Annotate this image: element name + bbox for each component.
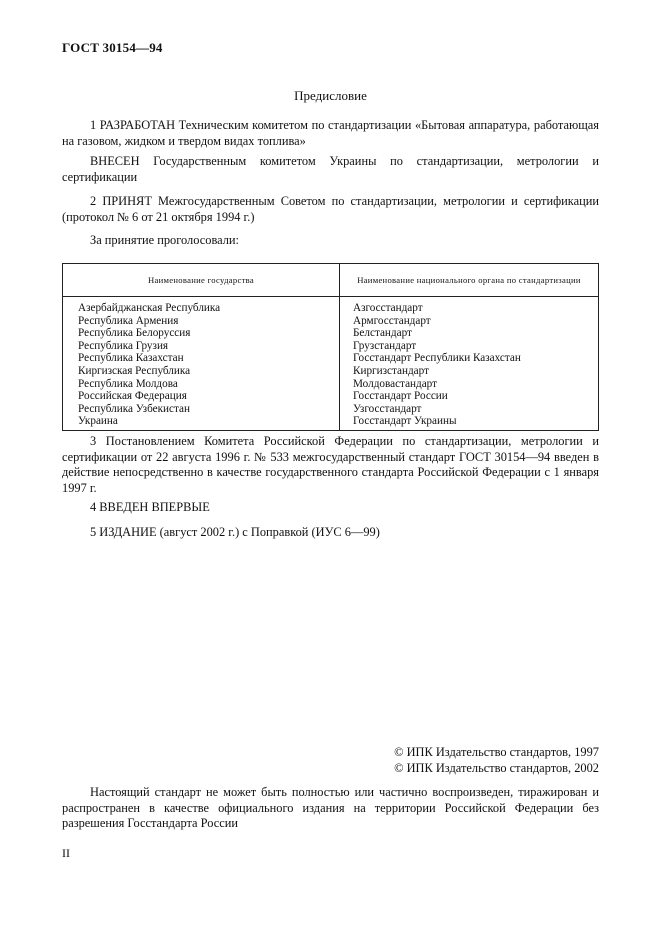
national-body-name: Узгосстандарт xyxy=(353,402,422,415)
table-header-row xyxy=(63,264,599,297)
foreword-paragraph-enactment xyxy=(62,434,599,496)
document-code: ГОСТ 30154—94 xyxy=(62,40,163,55)
paragraph-text: 2 ПРИНЯТ Межгосударственным Советом по стандартизации, метрологии и сертификации (протокол № 6 от 21 октября 1994 г.) xyxy=(62,194,599,224)
state-name: Киргизская Республика xyxy=(78,364,191,377)
reproduction-notice xyxy=(62,785,599,832)
paragraph-text: За принятие проголосовали: xyxy=(90,233,239,247)
national-body-name: Госстандарт Украины xyxy=(353,415,457,428)
paragraph-text: Настоящий стандарт не может быть полностью или частично воспроизведен, тиражирован и распространен в качестве официального издания на территории Российской Федерации без разрешения Госстандарта России xyxy=(62,785,599,830)
national-body-name: Азгосстандарт xyxy=(353,302,423,314)
foreword-title: Предисловие xyxy=(294,88,367,103)
copyright-line: © ИПК Издательство стандартов, 1997 xyxy=(394,745,599,759)
paragraph-text: ВНЕСЕН Государственным комитетом Украины по стандартизации, метрологии и сертификации xyxy=(62,154,599,184)
national-body-name: Белстандарт xyxy=(353,327,412,340)
foreword-paragraph-adopted xyxy=(62,194,599,225)
table-row xyxy=(63,297,599,431)
state-name: Республика Казахстан xyxy=(78,352,184,365)
state-name: Республика Узбекистан xyxy=(78,402,190,415)
national-body-name: Грузстандарт xyxy=(353,339,417,352)
column-header-national-body: Наименование национального органа по стандартизации xyxy=(340,264,599,297)
state-name: Украина xyxy=(78,415,118,428)
foreword-paragraph-introduced xyxy=(62,154,599,185)
state-name: Республика Грузия xyxy=(78,339,169,352)
foreword-paragraph-developed xyxy=(62,118,599,149)
state-name: Республика Армения xyxy=(78,314,179,327)
national-body-name: Госстандарт Республики Казахстан xyxy=(353,352,521,365)
state-names-cell xyxy=(63,297,340,431)
state-name: Азербайджанская Республика xyxy=(78,302,221,314)
state-name: Республика Молдова xyxy=(78,377,178,390)
foreword-paragraph-voted xyxy=(62,233,599,249)
state-name: Республика Белоруссия xyxy=(78,327,191,340)
foreword-paragraph-edition xyxy=(62,525,599,541)
national-bodies-cell xyxy=(340,297,599,431)
national-body-name: Армгосстандарт xyxy=(353,314,431,327)
national-body-name: Киргизстандарт xyxy=(353,364,429,377)
page-number: II xyxy=(62,846,70,860)
paragraph-text: 1 РАЗРАБОТАН Техническим комитетом по стандартизации «Бытовая аппаратура, работающая на газовом, жидком и твердом видах топлива» xyxy=(62,118,599,148)
copyright-line: © ИПК Издательство стандартов, 2002 xyxy=(394,761,599,775)
national-body-name: Госстандарт России xyxy=(353,390,448,403)
voting-states-table xyxy=(62,263,599,431)
column-header-state: Наименование государства xyxy=(63,264,340,297)
paragraph-text: 5 ИЗДАНИЕ (август 2002 г.) с Поправкой (ИУС 6—99) xyxy=(90,525,380,539)
copyright-block xyxy=(384,744,599,776)
national-body-name: Молдовастандарт xyxy=(353,377,438,390)
state-name: Российская Федерация xyxy=(78,390,187,403)
foreword-paragraph-first-introduced xyxy=(62,500,599,516)
paragraph-text: 3 Постановлением Комитета Российской Федерации по стандартизации, метрологии и сертификации от 22 августа 1996 г. № 533 межгосударственный стандарт ГОСТ 30154—94 введен в действие непосредственно в качестве государственного стандарта Российской Федерации с 1 января 1997 г. xyxy=(62,434,599,495)
paragraph-text: 4 ВВЕДЕН ВПЕРВЫЕ xyxy=(90,500,210,514)
